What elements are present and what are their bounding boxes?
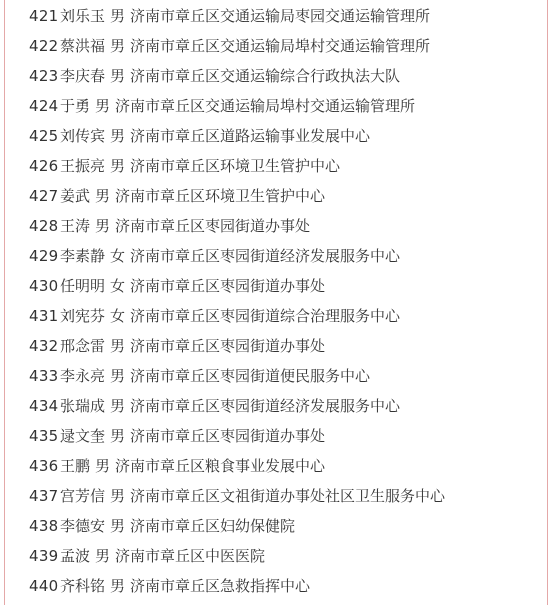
entry-name: 刘宪芬 <box>60 307 106 325</box>
list-item <box>29 391 544 421</box>
entry-name: 王涛 <box>60 217 91 235</box>
entry-gender: 男 <box>110 157 126 175</box>
entry-gender: 男 <box>110 487 126 505</box>
entry-name: 李德安 <box>60 517 106 535</box>
entry-number: 432 <box>29 337 59 355</box>
entry-name: 李庆春 <box>60 67 106 85</box>
entry-number: 434 <box>29 397 59 415</box>
entry-name: 邢念雷 <box>60 337 106 355</box>
right-border-line <box>547 0 548 605</box>
entry-gender: 男 <box>110 337 126 355</box>
entry-unit: 济南市章丘区枣园街道综合治理服务中心 <box>130 307 401 325</box>
entry-unit: 济南市章丘区中医医院 <box>115 547 266 565</box>
entry-gender: 男 <box>110 127 126 145</box>
entry-number: 439 <box>29 547 59 565</box>
entry-gender: 女 <box>110 277 126 295</box>
entry-number: 440 <box>29 577 59 595</box>
entry-name: 李永亮 <box>60 367 106 385</box>
entry-gender: 男 <box>95 217 111 235</box>
entry-name: 蔡洪福 <box>60 37 106 55</box>
list-item <box>29 271 544 301</box>
entry-unit: 济南市章丘区枣园街道办事处 <box>130 277 326 295</box>
entry-unit: 济南市章丘区交通运输局埠村交通运输管理所 <box>115 97 416 115</box>
list-item <box>29 31 544 61</box>
entry-number: 438 <box>29 517 59 535</box>
entry-gender: 男 <box>95 547 111 565</box>
entry-unit: 济南市章丘区交通运输综合行政执法大队 <box>130 67 401 85</box>
entry-number: 423 <box>29 67 59 85</box>
entry-name: 王鹏 <box>60 457 91 475</box>
entry-unit: 济南市章丘区枣园街道办事处 <box>130 337 326 355</box>
entry-unit: 济南市章丘区交通运输局埠村交通运输管理所 <box>130 37 431 55</box>
list-item <box>29 331 544 361</box>
list-item <box>29 481 544 511</box>
entry-gender: 男 <box>110 367 126 385</box>
list-item <box>29 301 544 331</box>
personnel-list <box>29 0 544 601</box>
list-item <box>29 511 544 541</box>
list-item <box>29 151 544 181</box>
entry-number: 437 <box>29 487 59 505</box>
entry-unit: 济南市章丘区粮食事业发展中心 <box>115 457 326 475</box>
entry-unit: 济南市章丘区妇幼保健院 <box>130 517 296 535</box>
list-item <box>29 541 544 571</box>
entry-gender: 男 <box>110 517 126 535</box>
entry-number: 430 <box>29 277 59 295</box>
list-item <box>29 241 544 271</box>
entry-name: 李素静 <box>60 247 106 265</box>
entry-unit: 济南市章丘区环境卫生管护中心 <box>115 187 326 205</box>
entry-gender: 男 <box>110 67 126 85</box>
entry-number: 428 <box>29 217 59 235</box>
entry-unit: 济南市章丘区枣园街道办事处 <box>115 217 311 235</box>
entry-gender: 女 <box>110 247 126 265</box>
entry-gender: 女 <box>110 307 126 325</box>
entry-number: 435 <box>29 427 59 445</box>
list-item <box>29 91 544 121</box>
entry-gender: 男 <box>95 97 111 115</box>
entry-name: 刘乐玉 <box>60 7 106 25</box>
entry-gender: 男 <box>110 397 126 415</box>
entry-number: 429 <box>29 247 59 265</box>
list-item <box>29 121 544 151</box>
list-item <box>29 181 544 211</box>
list-item <box>29 61 544 91</box>
list-item <box>29 451 544 481</box>
entry-name: 宫芳信 <box>60 487 106 505</box>
entry-number: 425 <box>29 127 59 145</box>
entry-number: 421 <box>29 7 59 25</box>
entry-name: 孟波 <box>60 547 91 565</box>
entry-unit: 济南市章丘区文祖街道办事处社区卫生服务中心 <box>130 487 446 505</box>
entry-gender: 男 <box>110 577 126 595</box>
entry-name: 逯文奎 <box>60 427 106 445</box>
left-border-line <box>4 0 5 605</box>
list-item <box>29 1 544 31</box>
entry-name: 于勇 <box>60 97 91 115</box>
entry-unit: 济南市章丘区急救指挥中心 <box>130 577 311 595</box>
entry-gender: 男 <box>110 37 126 55</box>
entry-name: 刘传宾 <box>60 127 106 145</box>
entry-gender: 男 <box>110 427 126 445</box>
entry-name: 姜武 <box>60 187 91 205</box>
entry-unit: 济南市章丘区道路运输事业发展中心 <box>130 127 371 145</box>
entry-number: 433 <box>29 367 59 385</box>
entry-number: 422 <box>29 37 59 55</box>
entry-gender: 男 <box>110 7 126 25</box>
entry-number: 424 <box>29 97 59 115</box>
entry-unit: 济南市章丘区交通运输局枣园交通运输管理所 <box>130 7 431 25</box>
entry-unit: 济南市章丘区环境卫生管护中心 <box>130 157 341 175</box>
entry-name: 王振亮 <box>60 157 106 175</box>
entry-unit: 济南市章丘区枣园街道经济发展服务中心 <box>130 397 401 415</box>
entry-unit: 济南市章丘区枣园街道经济发展服务中心 <box>130 247 401 265</box>
list-item <box>29 211 544 241</box>
entry-gender: 男 <box>95 457 111 475</box>
entry-gender: 男 <box>95 187 111 205</box>
entry-name: 张瑞成 <box>60 397 106 415</box>
entry-name: 齐科铭 <box>60 577 106 595</box>
list-item <box>29 421 544 451</box>
entry-name: 任明明 <box>60 277 106 295</box>
entry-number: 436 <box>29 457 59 475</box>
entry-number: 426 <box>29 157 59 175</box>
entry-number: 431 <box>29 307 59 325</box>
entry-unit: 济南市章丘区枣园街道便民服务中心 <box>130 367 371 385</box>
list-item <box>29 571 544 601</box>
entry-number: 427 <box>29 187 59 205</box>
list-item <box>29 361 544 391</box>
entry-unit: 济南市章丘区枣园街道办事处 <box>130 427 326 445</box>
